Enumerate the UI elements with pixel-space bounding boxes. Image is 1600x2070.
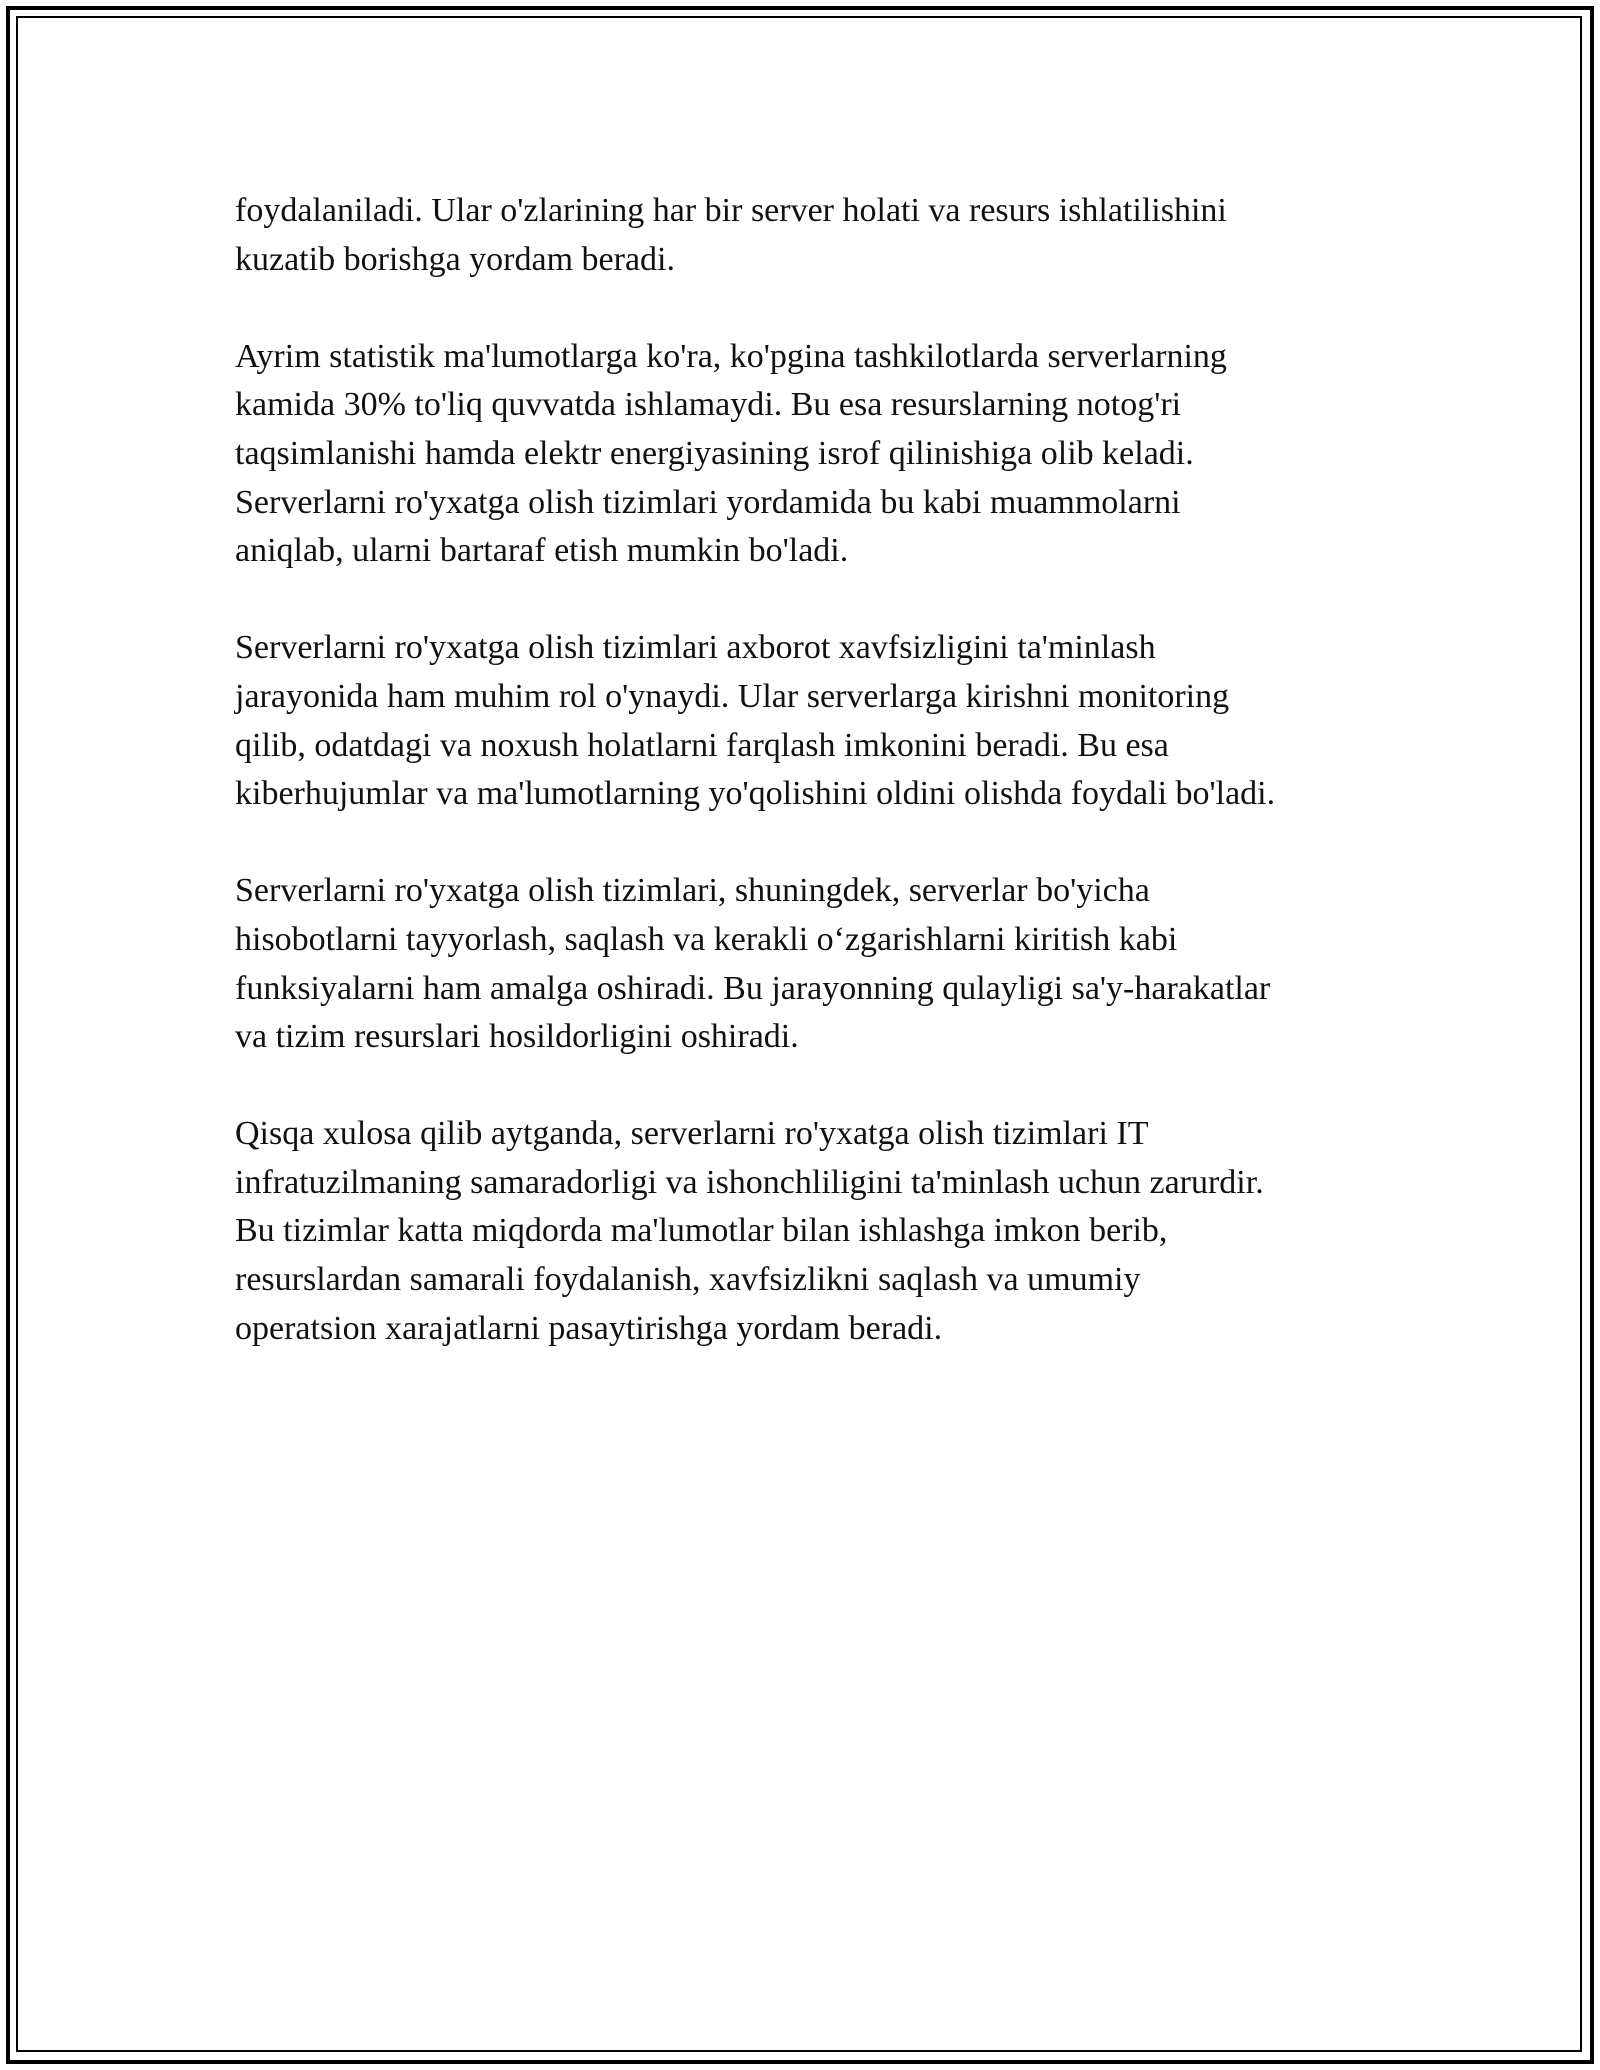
paragraph-line: funksiyalarni ham amalga oshiradi. Bu jarayonning qulayligi sa'y-harakatlar	[235, 969, 1271, 1007]
paragraph-line: taqsimlanishi hamda elektr energiyasining isrof qilinishiga olib keladi.	[235, 434, 1194, 472]
paragraph-line: foydalaniladi. Ular o'zlarining har bir server holati va resurs ishlatilishini	[235, 192, 1227, 229]
paragraph-line: Qisqa xulosa qilib aytganda, serverlarni ro'yxatga olish tizimlari IT	[235, 1115, 1149, 1153]
paragraph-line: Serverlarni ro'yxatga olish tizimlari axborot xavfsizligini ta'minlash	[235, 629, 1156, 667]
paragraph-line: infratuzilmaning samaradorligi va ishonchliligini ta'minlash uchun zarurdir.	[235, 1163, 1264, 1201]
paragraph-line: Serverlarni ro'yxatga olish tizimlari, shuningdek, serverlar bo'yicha	[235, 872, 1150, 910]
paragraph-line: kiberhujumlar va ma'lumotlarning yo'qolishini oldini olishda foydali bo'ladi.	[235, 775, 1276, 813]
paragraph-line: aniqlab, ularni bartaraf etish mumkin bo'ladi.	[235, 532, 849, 570]
paragraph-1	[235, 187, 1365, 284]
paragraph-line: va tizim resurslari hosildorligini oshiradi.	[235, 1018, 799, 1056]
paragraph-line: Ayrim statistik ma'lumotlarga ko'ra, ko'pgina tashkilotlarda serverlarning	[235, 337, 1227, 375]
paragraph-line: kuzatib borishga yordam beradi.	[235, 240, 675, 278]
paragraph-4	[235, 867, 1365, 1061]
paragraph-line: qilib, odatdagi va noxush holatlarni farqlash imkonini beradi. Bu esa	[235, 726, 1169, 764]
paragraph-line: jarayonida ham muhim rol o'ynaydi. Ular serverlarga kirishni monitoring	[235, 677, 1230, 715]
paragraph-line: Bu tizimlar katta miqdorda ma'lumotlar bilan ishlashga imkon berib,	[235, 1212, 1168, 1250]
paragraph-3	[235, 624, 1365, 818]
paragraph-line: kamida 30% to'liq quvvatda ishlamaydi. Bu esa resurslarning notog'ri	[235, 386, 1182, 424]
paragraph-line: Serverlarni ro'yxatga olish tizimlari yordamida bu kabi muammolarni	[235, 483, 1181, 521]
paragraph-line: hisobotlarni tayyorlash, saqlash va kerakli o‘zgarishlarni kiritish kabi	[235, 920, 1178, 958]
paragraph-line: operatsion xarajatlarni pasaytirishga yordam beradi.	[235, 1309, 943, 1347]
paragraph-5	[235, 1110, 1365, 1353]
paragraph-2	[235, 333, 1365, 576]
paragraph-line: resurslardan samarali foydalanish, xavfsizlikni saqlash va umumiy	[235, 1261, 1141, 1299]
document-body	[235, 187, 1365, 1402]
